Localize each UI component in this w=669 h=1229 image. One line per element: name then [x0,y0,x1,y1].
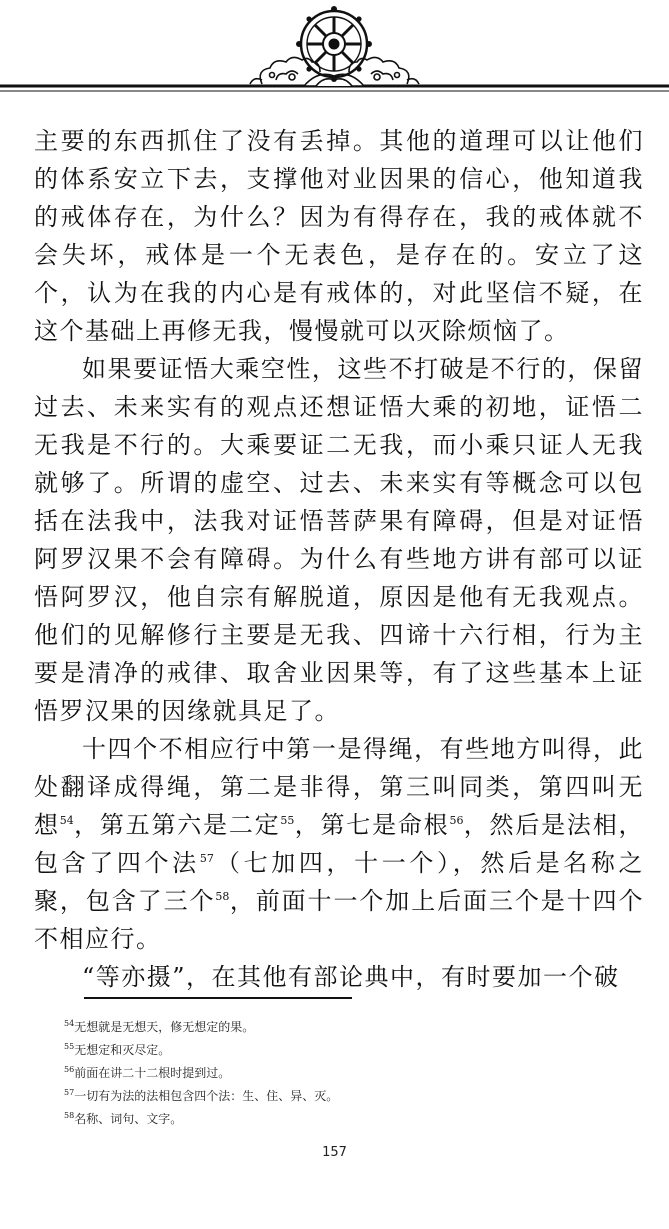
footnote-text: 无想就是无想天，修无想定的果。 [74,1020,255,1034]
footnote-number: 56 [64,1065,75,1074]
footnote-divider [84,997,352,999]
footnote-ref-57[interactable]: 57 [199,852,214,865]
footnote-number: 54 [64,1019,75,1028]
body-text [34,122,644,996]
paragraph-3 [34,730,644,958]
footnote-ref-55[interactable]: 55 [280,814,295,827]
footnote-56 [64,1062,624,1085]
paragraph-2: 如果要证悟大乘空性，这些不打破是不行的，保留过去、未来实有的观点还想证悟大乘的初地，证悟二无我是不行的。大乘要证二无我，而小乘只证人无我就够了。所谓的虚空、过去、未来实有等概念可以包括在法我中，法我对证悟菩萨果有障碍，但是对证悟阿罗汉果不会有障碍。为什么有些地方讲有部可以证悟阿罗汉，他自宗有解脱道，原因是他有无我观点。他们的见解修行主要是无我、四谛十六行相，行为主要是清净的戒律、取舍业因果等，有了这些基本上证悟罗汉果的因缘就具足了。 [34,355,644,725]
paragraph-3-text: ，第五第六是二定 [73,811,281,839]
footnote-text: 前面在讲二十二根时提到过。 [74,1066,231,1080]
paragraph-3-text: ，第七是命根 [294,811,450,839]
footnote-ref-54[interactable]: 54 [59,814,74,827]
footnote-55 [64,1039,624,1062]
dharma-wheel-icon [0,0,669,105]
footnote-ref-56[interactable]: 56 [449,814,464,827]
paragraph-3-text: ，然后是法相，包含了四个法 [34,811,645,877]
footnote-number: 57 [64,1088,75,1097]
footnote-ref-58[interactable]: 58 [215,890,230,903]
paragraph-3-text: ，前面十一个加上后面三个是十四个不相应行。 [34,887,645,953]
paragraph-3-text: 十四个不相应行中第一是得绳，有些地方叫得，此处翻译成得绳，第二是非得，第三叫同类，第四叫无想 [34,735,644,839]
footnote-text: 无想定和灭尽定。 [74,1043,171,1057]
footnote-text: 一切有为法的法相包含四个法：生、住、异、灭。 [74,1089,339,1103]
footnote-text: 名称、词句、文字。 [74,1112,183,1126]
footnote-58 [64,1108,624,1131]
paragraph-1: 主要的东西抓住了没有丢掉。其他的道理可以让他们的体系安立下去，支撑他对业因果的信心，他知道我的戒体存在，为什么？因为有得存在，我的戒体就不会失坏，戒体是一个无表色，是存在的。安立了这个，认为在我的内心是有戒体的，对此坚信不疑，在这个基础上再修无我，慢慢就可以灭除烦恼了。 [34,127,644,345]
paragraph-3-text: （七加四，十一个），然后是名称之聚，包含了三个 [34,849,645,915]
footnote-number: 58 [64,1111,75,1120]
footnote-57 [64,1085,624,1108]
footnote-54 [64,1016,624,1039]
page-header-ornament [0,0,669,105]
footnote-number: 55 [64,1042,75,1051]
page-number: 157 [322,1145,347,1160]
paragraph-4: “等亦摄”，在其他有部论典中，有时要加一个破 [82,963,620,991]
footnotes [64,1016,624,1131]
